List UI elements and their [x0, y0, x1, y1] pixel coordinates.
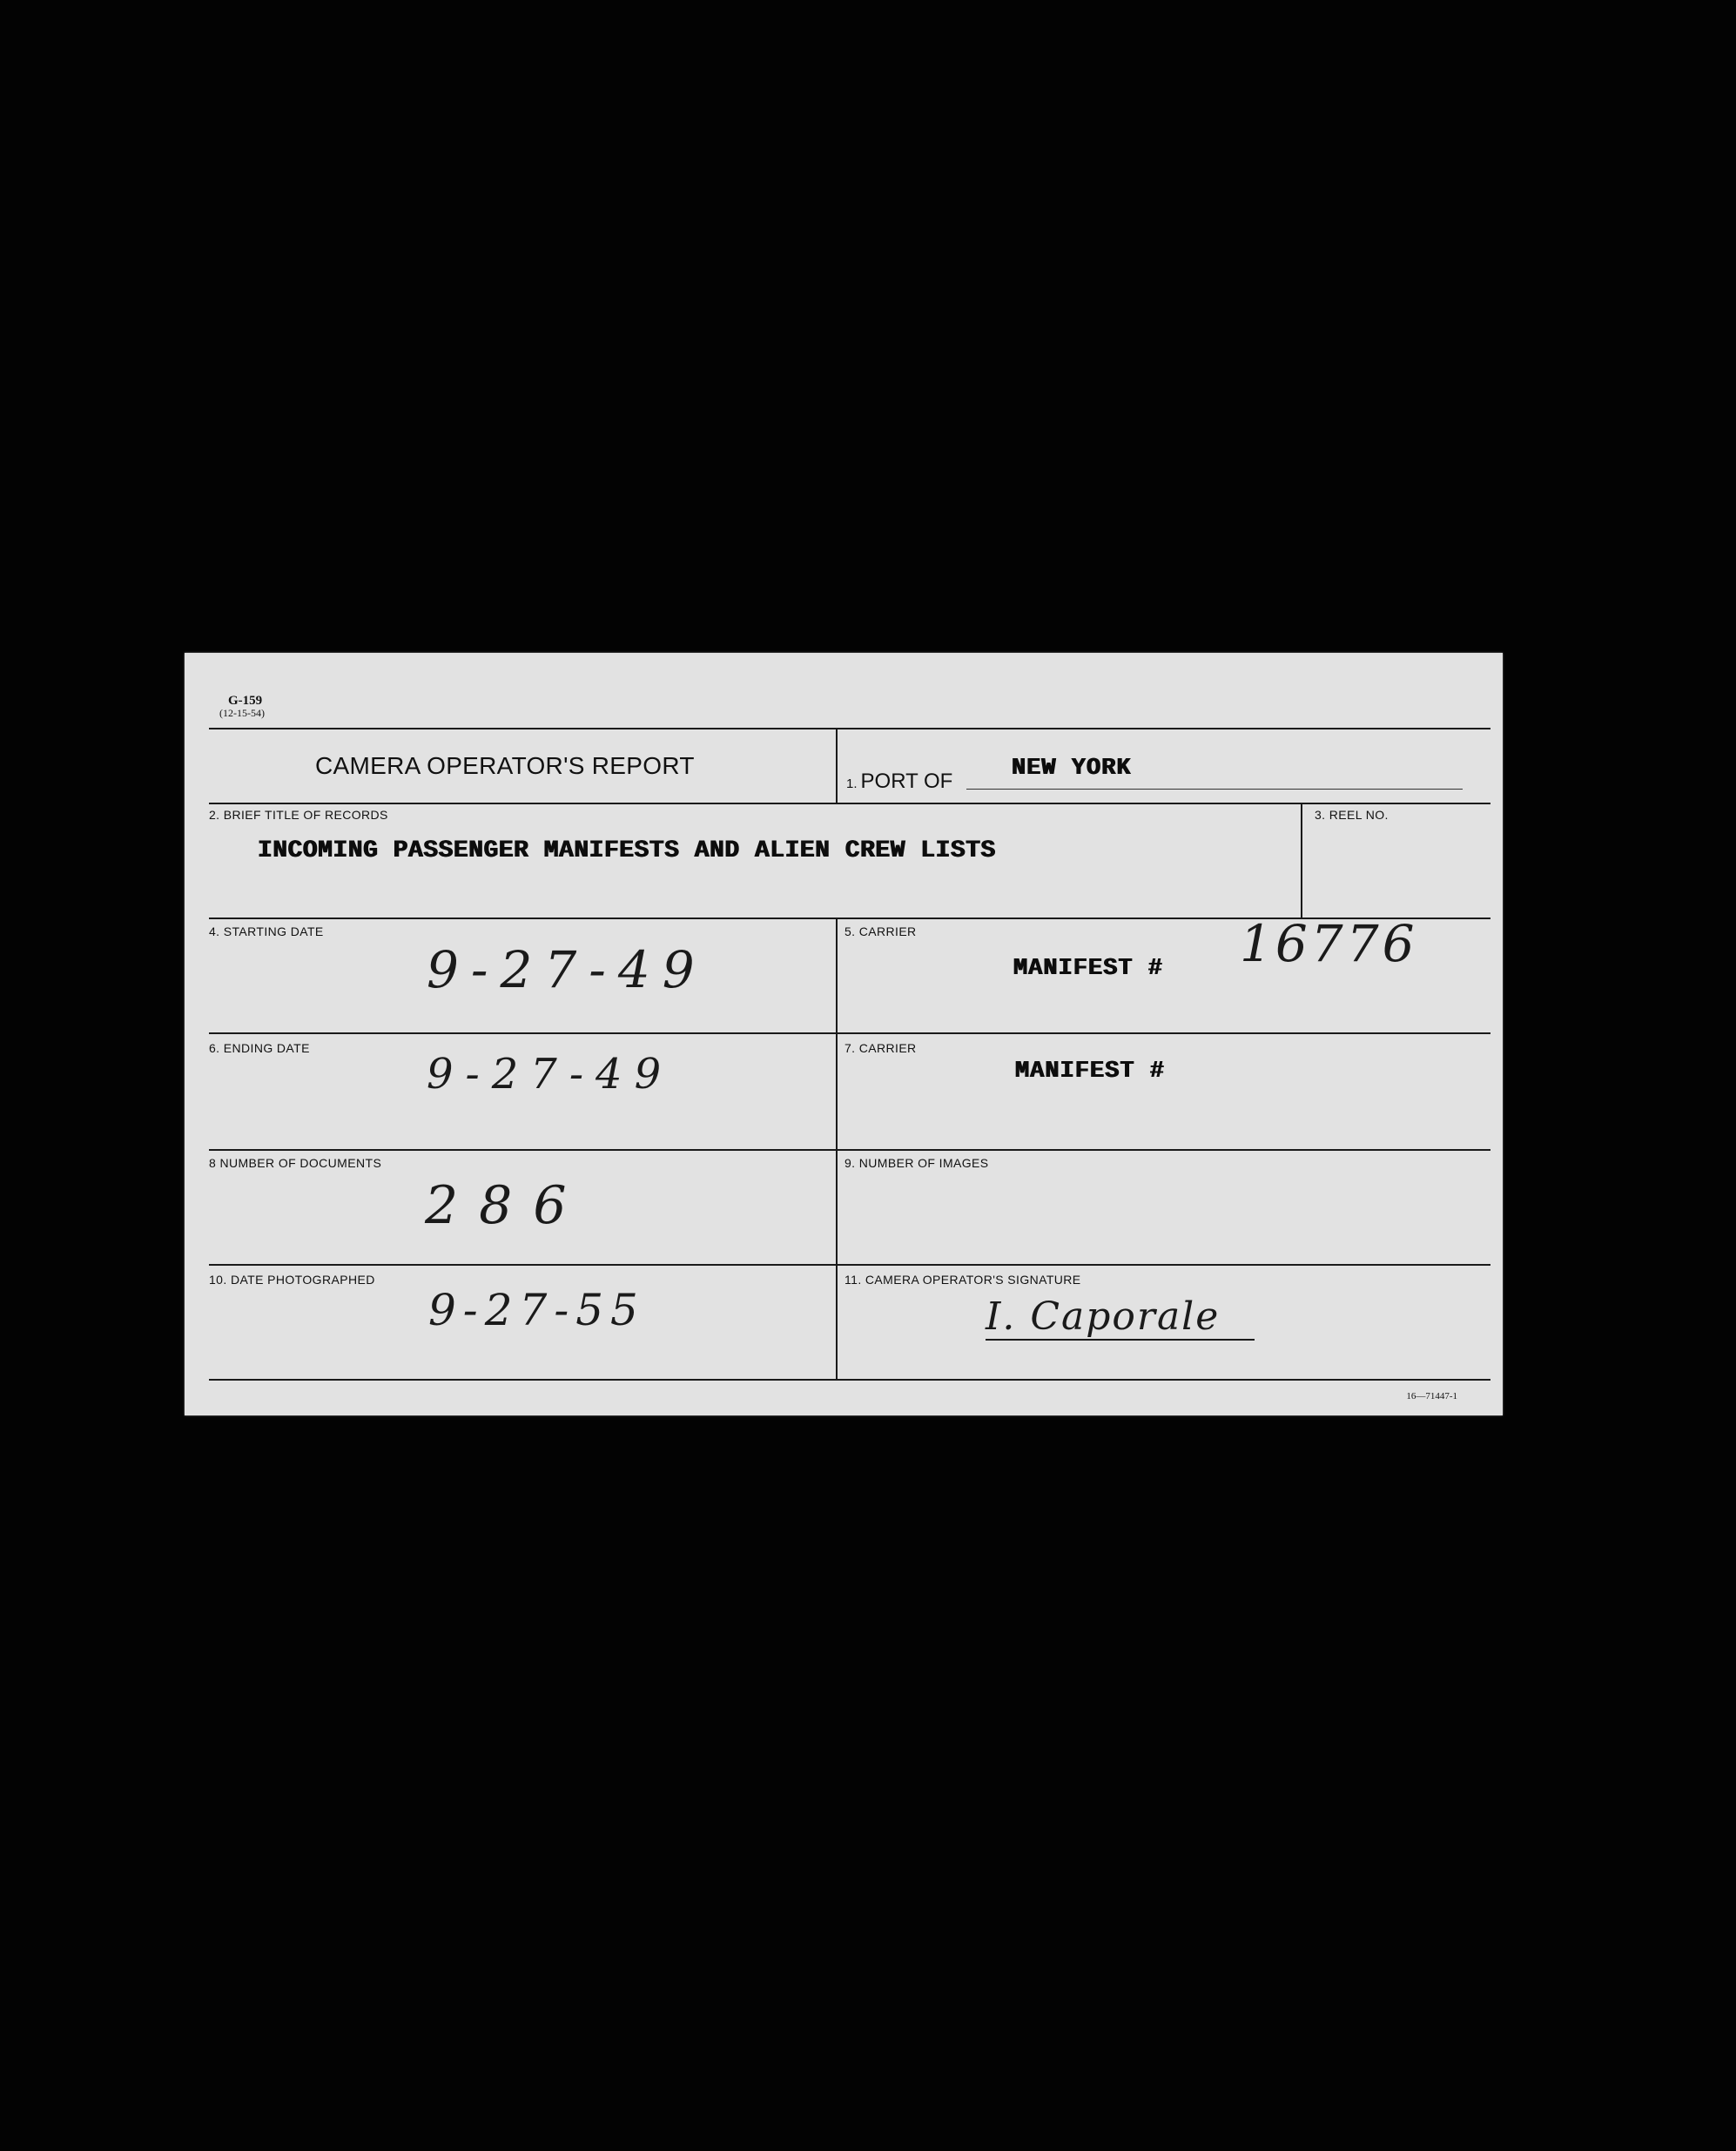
- brief-title-value[interactable]: INCOMING PASSENGER MANIFESTS AND ALIEN CREW LISTS: [258, 837, 996, 864]
- port-value[interactable]: NEW YORK: [1012, 756, 1132, 782]
- center-divider: [836, 918, 838, 1381]
- num-documents-value[interactable]: 286: [425, 1175, 588, 1236]
- reel-divider: [1301, 803, 1302, 919]
- num-documents-label: 8 NUMBER OF DOCUMENTS: [209, 1156, 382, 1170]
- starting-date-label: 4. STARTING DATE: [209, 924, 324, 938]
- report-title: CAMERA OPERATOR'S REPORT: [315, 752, 695, 779]
- form-revision-date: (12-15-54): [219, 707, 265, 719]
- starting-date-value[interactable]: 9-27-49: [427, 940, 707, 999]
- row5-rule: [209, 1264, 1490, 1266]
- ending-date-label: 6. ENDING DATE: [209, 1041, 310, 1055]
- date-photographed-value[interactable]: 9-27-55: [428, 1285, 645, 1335]
- date-photographed-label: 10. DATE PHOTOGRAPHED: [209, 1273, 375, 1287]
- form-id: [219, 695, 265, 719]
- reel-number-label: 3. REEL NO.: [1315, 808, 1389, 822]
- bottom-rule: [209, 1379, 1490, 1381]
- report-card: [185, 653, 1503, 1415]
- header-rule: [209, 803, 1490, 804]
- carrier-5-label: 5. CARRIER: [844, 924, 917, 938]
- brief-title-label: 2. BRIEF TITLE OF RECORDS: [209, 808, 388, 822]
- print-code: 16—71447-1: [1406, 1391, 1457, 1402]
- ending-date-value[interactable]: 9-27-49: [427, 1050, 674, 1099]
- form-number: G-159: [228, 694, 263, 708]
- carrier-5-manifest-number[interactable]: 16776: [1240, 914, 1418, 973]
- row3-rule: [209, 1032, 1490, 1034]
- operator-signature[interactable]: I. Caporale: [986, 1295, 1255, 1341]
- port-label: [846, 770, 952, 794]
- carrier-7-label: 7. CARRIER: [844, 1041, 917, 1055]
- num-images-label: 9. NUMBER OF IMAGES: [844, 1156, 989, 1170]
- port-label-text: PORT OF: [860, 770, 953, 793]
- signature-label: 11. CAMERA OPERATOR'S SIGNATURE: [844, 1273, 1081, 1287]
- header-divider: [836, 728, 838, 804]
- carrier-7-manifest-label: MANIFEST #: [1015, 1059, 1166, 1085]
- row4-rule: [209, 1149, 1490, 1151]
- port-label-number: 1.: [846, 776, 858, 791]
- top-rule: [209, 728, 1490, 729]
- carrier-5-manifest-label: MANIFEST #: [1013, 956, 1164, 982]
- port-underline: [966, 789, 1463, 790]
